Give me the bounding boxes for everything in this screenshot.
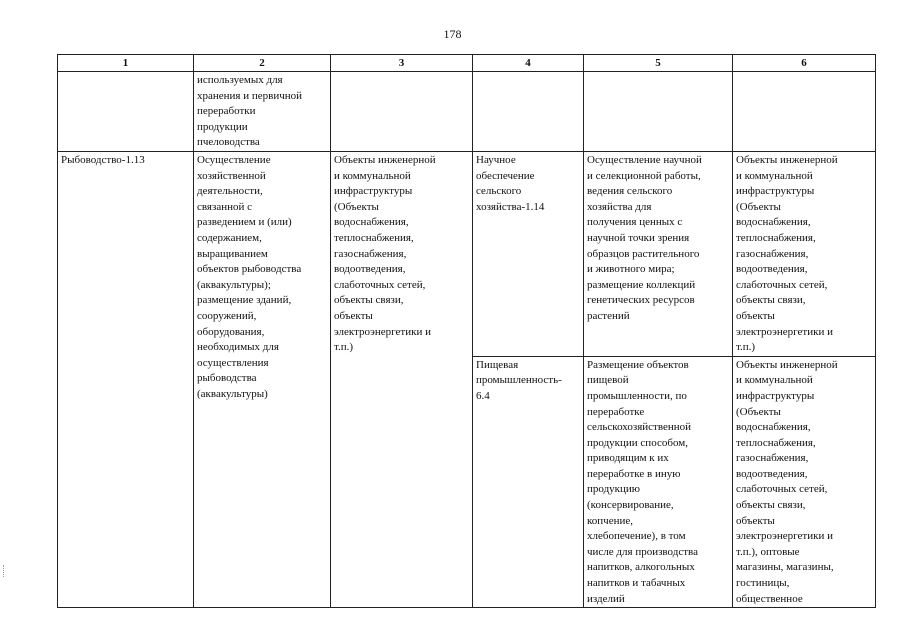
science-support-infrastructure: Объекты инженерной и коммунальной инфраструктуры (Объекты водоснабжения, теплоснабжения, газоснабжения, водоотведения, слаботочных сетей, объекты связи, объекты электроэнергетики и т.п.) — [736, 154, 838, 354]
cell — [473, 72, 584, 152]
cell — [194, 72, 331, 152]
header-col-6: 6 — [733, 55, 876, 72]
page-number: 178 — [443, 27, 462, 41]
food-industry-title: Пищевая промышленность- 6.4 — [476, 358, 562, 402]
beekeeping-description-continued: используемых для хранения и первичной переработки продукции пчеловодства — [197, 74, 303, 149]
cell — [331, 72, 473, 152]
land-use-table — [57, 54, 876, 608]
table-row — [58, 152, 876, 357]
cell — [58, 72, 194, 152]
cell — [584, 356, 733, 608]
header-col-1: 1 — [58, 55, 194, 72]
fish-farming-infrastructure: Объекты инженерной и коммунальной инфраструктуры (Объекты водоснабжения, теплоснабжения, газоснабжения, водоотведения, слаботочных сетей, объекты связи, объекты электроэнергетики и т.п.) — [334, 154, 436, 354]
header-col-2: 2 — [194, 55, 331, 72]
fish-farming-title: Рыбоводство-1.13 — [61, 154, 145, 166]
header-col-4: 4 — [473, 55, 584, 72]
food-industry-infrastructure: Объекты инженерной и коммунальной инфраструктуры (Объекты водоснабжения, теплоснабжения, газоснабжения, водоотведения, слаботочных сетей, объекты связи, объекты электроэнергетики и т.п.), оптовые магазины, магазины, гостиницы, общественное — [736, 358, 838, 605]
table-row — [58, 72, 876, 152]
cell — [58, 152, 194, 608]
fish-farming-description: Осуществление хозяйственной деятельности, связанной с разведением и (или) содержанием, выращиванием объектов рыбоводства (аквакультуры); размещение зданий, сооружений, оборудования, необходимых для осуществления рыбоводства (аквакультуры) — [197, 154, 302, 400]
science-support-description: Осуществление научной и селекционной работы, ведения сельского хозяйства для получения ценных с научной точки зрения образцов растительного и животного мира; размещение коллекций генетических ресурсов растений — [587, 154, 702, 322]
cell — [733, 356, 876, 608]
cell — [733, 72, 876, 152]
header-col-5: 5 — [584, 55, 733, 72]
food-industry-description: Размещение объектов пищевой промышленности, по переработке сельскохозяйственной продукции способом, приводящим к их переработке в иную продукцию (консервирование, копчение, хлебопечение), в том числе для производства напитков, алкогольных напитков и табачных изделий — [587, 358, 698, 605]
scan-edge-mark — [3, 565, 10, 577]
cell — [473, 152, 584, 357]
science-support-title: Научное обеспечение сельского хозяйства-1.14 — [476, 154, 545, 213]
header-col-3: 3 — [331, 55, 473, 72]
cell — [194, 152, 331, 608]
cell — [584, 72, 733, 152]
cell — [584, 152, 733, 357]
cell — [733, 152, 876, 357]
cell — [331, 152, 473, 608]
table-header-row — [58, 55, 876, 72]
cell — [473, 356, 584, 608]
